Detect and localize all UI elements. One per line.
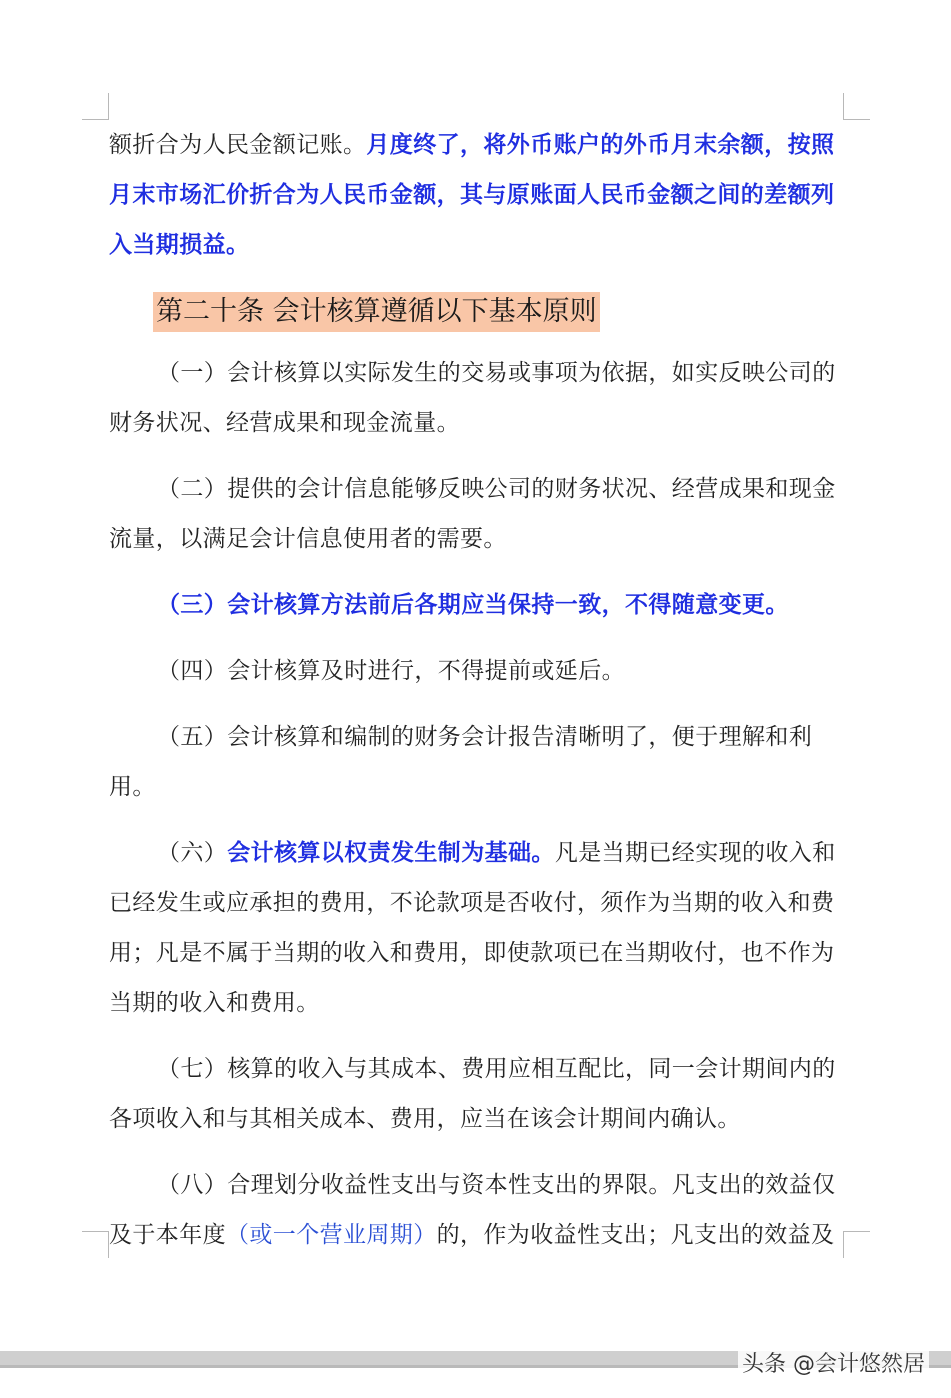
principle-6-prefix: （六）: [157, 840, 228, 866]
principle-8: [109, 1160, 849, 1260]
principle-8-after: 的，作为收益性支出；凡支出的效益及: [436, 1222, 835, 1248]
principle-6-emphasis: 会计核算以权责发生制为基础。: [227, 839, 555, 866]
document-body[interactable]: [109, 120, 849, 1260]
principle-8-highlight: （或一个营业周期）: [226, 1222, 437, 1248]
principle-4: （四）会计核算及时进行，不得提前或延后。: [157, 658, 625, 684]
principle-7: （七）核算的收入与其成本、费用应相互配比，同一会计期间内的各项收入和与其相关成本、费用，应当在该会计期间内确认。: [109, 1056, 836, 1132]
paragraph-continued-plain: 额折合为人民金额记账。: [109, 132, 367, 158]
margin-mark-top-left: [82, 93, 109, 120]
principle-1: （一）会计核算以实际发生的交易或事项为依据，如实反映公司的财务状况、经营成果和现金流量。: [109, 360, 836, 436]
watermark: 头条 @会计悠然居: [738, 1350, 929, 1380]
principle-6-rest: 凡是当期已经实现的收入和已经发生或应承担的费用，不论款项是否收付，须作为当期的收入和费用；凡是不属于当期的收入和费用，即使款项已在当期收付，也不作为当期的收入和费用。: [109, 840, 836, 1016]
principle-5: （五）会计核算和编制的财务会计报告清晰明了，便于理解和利用。: [109, 724, 813, 800]
margin-mark-bottom-left: [82, 1231, 109, 1258]
margin-mark-top-right: [843, 93, 870, 120]
article-heading-row: [109, 292, 849, 338]
principle-3: （三）会计核算方法前后各期应当保持一致，不得随意变更。: [157, 591, 789, 618]
principle-6: [109, 828, 849, 1028]
paragraph-continued-emphasis: 月度终了，将外币账户的外币月末余额，按照月末市场汇价折合为人民币金额，其与原账面人民币金额之间的差额列入当期损益。: [109, 131, 835, 258]
principle-8-before: （八）合理划分收益性支出与资本性支出的界限。凡支出的效益仅及于本年度: [109, 1172, 836, 1248]
article-heading: 第二十条 会计核算遵循以下基本原则: [153, 292, 600, 332]
paragraph-continued: [109, 120, 849, 270]
principle-2: （二）提供的会计信息能够反映公司的财务状况、经营成果和现金流量，以满足会计信息使用者的需要。: [109, 476, 836, 552]
